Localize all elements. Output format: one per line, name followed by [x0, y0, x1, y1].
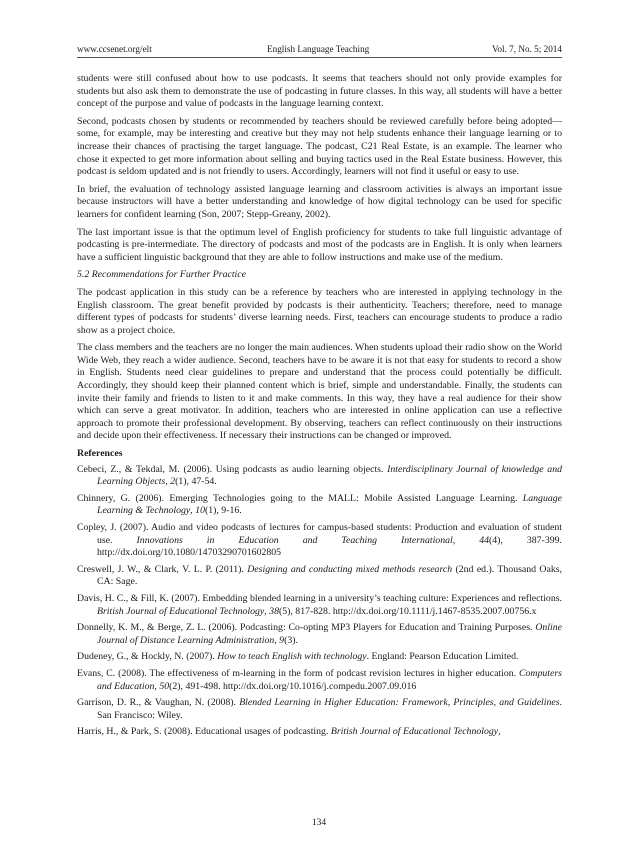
reference-entry: Harris, H., & Park, S. (2008). Educational usages of podcasting. British Journal of Educational Technology,: [77, 726, 501, 738]
body-paragraph: Second, podcasts chosen by students or recommended by teachers should be reviewed carefully before being adopted—some, for example, may be interesting and creative but they may not help students enhance their language learning or to increase their chances of practising the target language. The podcast, C21 Real Estate, is an example. The learner who chose it expected to get more information about selling and buying tactics used in the Real Estate business. However, this podcast is seldom updated and is not friendly to users. Accordingly, learners will not find it useful or easy to use.: [77, 115, 562, 178]
reference-entry: Evans, C. (2008). The effectiveness of m-learning in the form of podcast revision lectures in higher education. Computers and Education, 50(2), 491-498. http://dx.doi.org/10.1016/j.compedu.2007.09.016: [77, 667, 562, 692]
reference-entry: Donnelly, K. M., & Berge, Z. L. (2006). Podcasting: Co-opting MP3 Players for Education and Training Purposes. Online Journal of Distance Learning Administration, 9(3).: [77, 622, 562, 646]
reference-entry: Garrison, D. R., & Vaughan, N. (2008). Blended Learning in Higher Education: Framework, Principles, and Guidelines. San Francisco: Wiley.: [77, 697, 562, 721]
header-journal-url: www.ccsenet.org/elt: [77, 44, 152, 54]
reference-entry: Cebeci, Z., & Tekdal, M. (2006). Using podcasts as audio learning objects. Interdisciplinary Journal of knowledge and Learning Objects, 2(1), 47-54.: [77, 463, 562, 488]
header-journal-title: English Language Teaching: [267, 44, 370, 54]
reference-entry: Creswell, J. W., & Clark, V. L. P. (2011). Designing and conducting mixed methods research (2nd ed.). Thousand Oaks, CA: Sage.: [77, 563, 562, 588]
body-paragraph: students were still confused about how to use podcasts. It seems that teachers should not only provide examples for students but also ask them to demonstrate the use of podcasting in future classes. In this way, all students will have a better concept of the purpose and value of podcasts in the language learning context.: [77, 73, 562, 110]
header-rule: [77, 57, 562, 58]
body-paragraph: The class members and the teachers are no longer the main audiences. When students upload their radio show on the World Wide Web, they reach a wider audience. Second, teachers have to be aware it is not that easy for students to record a show in English. Students need clear guidelines to prepare and understand that the process could potentially be difficult. Accordingly, they should keep their planned content which is brief, simple and understandable. Finally, the students can invite their family and friends to listen to it and make comments. In this way, they have a real audience for their show which can serve a great motivator. In addition, teachers who are interested in online application can use a reflective approach to promote their professional development. By observing, teachers can reflect continuously on their instructions and decide upon their effectiveness. If necessary their instructions can be changed or improved.: [77, 342, 562, 442]
reference-entry: Davis, H. C., & Fill, K. (2007). Embedding blended learning in a university’s teaching culture: Experiences and reflections. British Journal of Educational Technology, 38(5), 817-828. http://dx.doi.org/10.1111/j.1467-8535.2007.00756.x: [77, 592, 562, 617]
page-number: 134: [311, 818, 327, 828]
references-heading: References: [77, 448, 123, 460]
section-heading: 5.2 Recommendations for Further Practice: [77, 269, 246, 281]
running-header: [77, 43, 562, 55]
body-paragraph: The podcast application in this study can be a reference by teachers who are interested in applying technology in the English classroom. The great benefit provided by podcasts is their authenticity. Teachers; therefore, need to manage different types of podcasts for students’ diverse learning needs. First, teachers can encourage students to produce a radio show as a project choice.: [77, 286, 562, 336]
reference-entry: Copley, J. (2007). Audio and video podcasts of lectures for campus-based students: Production and evaluation of student use. Innovations in Education and Teaching International, 44(4), 387-399. http://dx.doi.org/10.1080/14703290701602805: [77, 522, 562, 559]
header-volume-info: Vol. 7, No. 5; 2014: [491, 44, 562, 54]
body-paragraph: The last important issue is that the optimum level of English proficiency for students to take full linguistic advantage of podcasting is pre-intermediate. The directory of podcasts and most of the podcasts are in English. It is only when learners have a sufficient linguistic background that they are able to follow instructions and make use of the medium.: [77, 226, 562, 263]
reference-entry: Chinnery, G. (2006). Emerging Technologies going to the MALL: Mobile Assisted Language Learning. Language Learning & Technology, 10(1), 9-16.: [77, 492, 562, 517]
article-body: [77, 73, 562, 743]
body-paragraph: In brief, the evaluation of technology assisted language learning and classroom activities is always an important issue because instructors will have a better understanding and knowledge of how digital technology can be used for specific learners for confident learning (Son, 2007; Stepp-Greany, 2002).: [77, 183, 562, 220]
reference-entry: Dudeney, G., & Hockly, N. (2007). How to teach English with technology. England: Pearson Education Limited.: [77, 651, 519, 663]
